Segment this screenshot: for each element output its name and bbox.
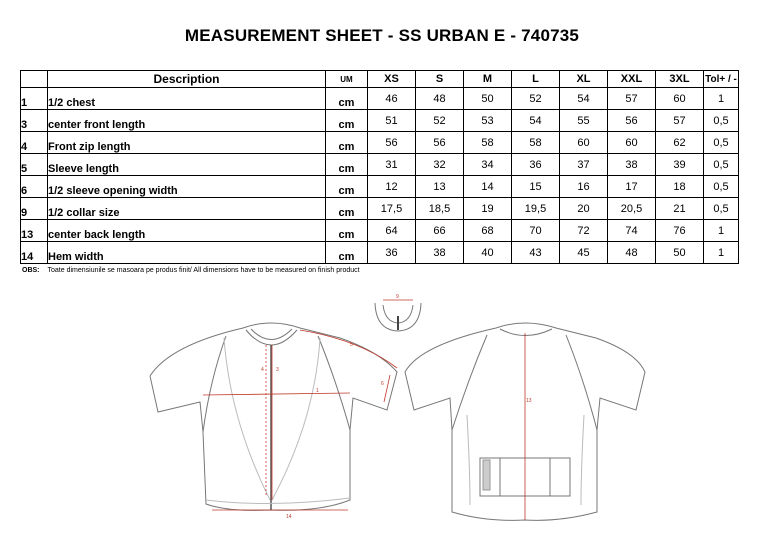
sleeve-length-line bbox=[300, 330, 397, 368]
size-value: 76 bbox=[656, 220, 704, 242]
size-value: 53 bbox=[464, 110, 512, 132]
sleeve-length-label: 5 bbox=[350, 342, 353, 348]
size-value: 54 bbox=[560, 88, 608, 110]
size-value: 19,5 bbox=[512, 198, 560, 220]
front-jersey-outline bbox=[150, 323, 397, 510]
size-value: 43 bbox=[512, 242, 560, 264]
size-value: 36 bbox=[512, 154, 560, 176]
header-size: M bbox=[464, 71, 512, 88]
back-length-label: 13 bbox=[526, 398, 532, 404]
size-value: 57 bbox=[656, 110, 704, 132]
size-value: 60 bbox=[608, 132, 656, 154]
row-description: 1/2 collar size bbox=[48, 198, 326, 220]
size-value: 32 bbox=[416, 154, 464, 176]
row-unit: cm bbox=[326, 88, 368, 110]
row-unit: cm bbox=[326, 176, 368, 198]
zip-length-label: 4 bbox=[261, 367, 264, 373]
size-value: 14 bbox=[464, 176, 512, 198]
size-value: 46 bbox=[368, 88, 416, 110]
size-value: 52 bbox=[416, 110, 464, 132]
row-description: Front zip length bbox=[48, 132, 326, 154]
row-description: 1/2 sleeve opening width bbox=[48, 176, 326, 198]
header-tolerance: Tol+ / - bbox=[704, 71, 739, 88]
size-value: 57 bbox=[608, 88, 656, 110]
tolerance-value: 0,5 bbox=[704, 198, 739, 220]
row-unit: cm bbox=[326, 198, 368, 220]
chest-label: 1 bbox=[316, 388, 319, 394]
row-number: 4 bbox=[21, 132, 48, 154]
size-value: 56 bbox=[416, 132, 464, 154]
size-value: 13 bbox=[416, 176, 464, 198]
tolerance-value: 0,5 bbox=[704, 176, 739, 198]
size-value: 38 bbox=[608, 154, 656, 176]
size-value: 40 bbox=[464, 242, 512, 264]
header-um: UM bbox=[326, 71, 368, 88]
row-number: 14 bbox=[21, 242, 48, 264]
size-value: 54 bbox=[512, 110, 560, 132]
tolerance-value: 0,5 bbox=[704, 110, 739, 132]
header-size: S bbox=[416, 71, 464, 88]
row-number: 5 bbox=[21, 154, 48, 176]
size-value: 66 bbox=[416, 220, 464, 242]
size-value: 52 bbox=[512, 88, 560, 110]
size-value: 55 bbox=[560, 110, 608, 132]
size-value: 68 bbox=[464, 220, 512, 242]
obs-label: OBS: bbox=[22, 267, 40, 274]
row-unit: cm bbox=[326, 110, 368, 132]
size-value: 50 bbox=[464, 88, 512, 110]
sheet-title: MEASUREMENT SHEET - SS URBAN E - 740735 bbox=[184, 26, 580, 45]
size-value: 39 bbox=[656, 154, 704, 176]
sleeve-opening-label: 6 bbox=[381, 381, 384, 387]
size-value: 48 bbox=[416, 88, 464, 110]
row-number: 3 bbox=[21, 110, 48, 132]
size-value: 36 bbox=[368, 242, 416, 264]
size-value: 60 bbox=[656, 88, 704, 110]
header-description: Description bbox=[48, 71, 326, 88]
row-number: 13 bbox=[21, 220, 48, 242]
header-size: XL bbox=[560, 71, 608, 88]
size-value: 50 bbox=[656, 242, 704, 264]
size-value: 58 bbox=[464, 132, 512, 154]
size-value: 20 bbox=[560, 198, 608, 220]
size-value: 37 bbox=[560, 154, 608, 176]
tolerance-value: 1 bbox=[704, 242, 739, 264]
header-size: XS bbox=[368, 71, 416, 88]
size-value: 16 bbox=[560, 176, 608, 198]
row-number: 9 bbox=[21, 198, 48, 220]
collar-label: 9 bbox=[396, 294, 399, 300]
row-description: center back length bbox=[48, 220, 326, 242]
row-unit: cm bbox=[326, 154, 368, 176]
size-value: 62 bbox=[656, 132, 704, 154]
chest-line bbox=[203, 393, 350, 395]
size-value: 48 bbox=[608, 242, 656, 264]
collar-detail bbox=[375, 303, 421, 331]
row-description: Sleeve length bbox=[48, 154, 326, 176]
tolerance-value: 0,5 bbox=[704, 154, 739, 176]
front-length-label: 3 bbox=[276, 367, 279, 373]
size-value: 72 bbox=[560, 220, 608, 242]
size-value: 21 bbox=[656, 198, 704, 220]
header-size: L bbox=[512, 71, 560, 88]
size-value: 18,5 bbox=[416, 198, 464, 220]
row-description: Hem width bbox=[48, 242, 326, 264]
size-value: 58 bbox=[512, 132, 560, 154]
header-size: 3XL bbox=[656, 71, 704, 88]
size-value: 20,5 bbox=[608, 198, 656, 220]
row-description: 1/2 chest bbox=[48, 88, 326, 110]
size-value: 70 bbox=[512, 220, 560, 242]
size-value: 34 bbox=[464, 154, 512, 176]
size-value: 19 bbox=[464, 198, 512, 220]
size-value: 51 bbox=[368, 110, 416, 132]
size-value: 45 bbox=[560, 242, 608, 264]
tolerance-value: 1 bbox=[704, 88, 739, 110]
hem-label: 14 bbox=[286, 514, 292, 520]
size-value: 56 bbox=[608, 110, 656, 132]
size-value: 38 bbox=[416, 242, 464, 264]
row-unit: cm bbox=[326, 242, 368, 264]
obs-text: Toate dimensiunile se masoara pe produs finit/ All dimensions have to be measured on finish product bbox=[47, 267, 360, 274]
size-value: 31 bbox=[368, 154, 416, 176]
size-value: 18 bbox=[656, 176, 704, 198]
size-value: 17,5 bbox=[368, 198, 416, 220]
size-value: 56 bbox=[368, 132, 416, 154]
row-unit: cm bbox=[326, 132, 368, 154]
size-value: 15 bbox=[512, 176, 560, 198]
row-number: 1 bbox=[21, 88, 48, 110]
size-value: 60 bbox=[560, 132, 608, 154]
tolerance-value: 0,5 bbox=[704, 132, 739, 154]
size-value: 12 bbox=[368, 176, 416, 198]
tolerance-value: 1 bbox=[704, 220, 739, 242]
size-value: 64 bbox=[368, 220, 416, 242]
row-unit: cm bbox=[326, 220, 368, 242]
row-number: 6 bbox=[21, 176, 48, 198]
header-size: XXL bbox=[608, 71, 656, 88]
sleeve-opening-line bbox=[384, 375, 390, 402]
size-value: 17 bbox=[608, 176, 656, 198]
size-value: 74 bbox=[608, 220, 656, 242]
row-description: center front length bbox=[48, 110, 326, 132]
